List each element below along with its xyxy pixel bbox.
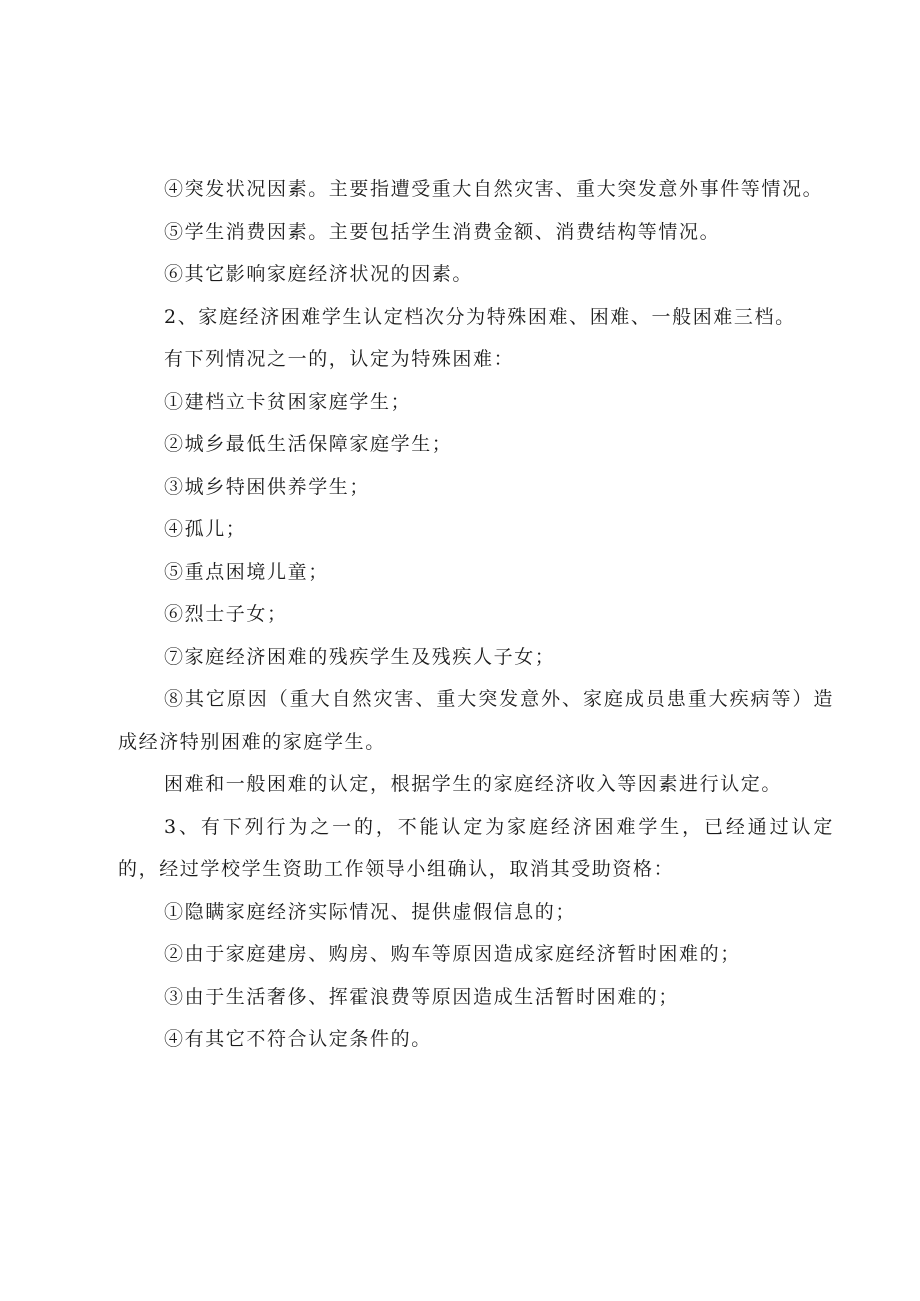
list-item-disqualify-3: ③由于生活奢侈、挥霍浪费等原因造成生活暂时困难的； [164,985,680,1008]
list-item-disqualify-2: ②由于家庭建房、购房、购车等原因造成家庭经济暂时困难的； [164,943,741,965]
paragraph-disqualification-intro: 3、有下列行为之一的，不能认定为家庭经济困难学生，已经通过认定的，经过学校学生资助工作领导小组确认，取消其受助资格： [118,815,834,880]
list-item-special-5: ⑤重点困境儿童； [164,560,329,583]
list-item-special-8: ⑧其它原因（重大自然灾害、重大突发意外、家庭成员患重大疾病等）造成经济特别困难的家庭学生。 [118,688,834,753]
list-item-special-3: ③城乡特困供养学生； [164,475,371,498]
paragraph-sudden-situation-factor: ④突发状况因素。主要指遭受重大自然灾害、重大突发意外事件等情况。 [164,178,824,200]
list-item-special-4: ④孤儿； [164,518,247,540]
list-item-special-7: ⑦家庭经济困难的残疾学生及残疾人子女； [164,645,556,668]
list-item-special-6: ⑥烈士子女； [164,603,288,625]
paragraph-student-consumption-factor: ⑤学生消费因素。主要包括学生消费金额、消费结构等情况。 [164,220,721,243]
list-item-disqualify-1: ①隐瞒家庭经济实际情况、提供虚假信息的； [164,900,577,923]
list-item-disqualify-4: ④有其它不符合认定条件的。 [164,1028,432,1050]
paragraph-other-factors: ⑥其它影响家庭经济状况的因素。 [164,263,474,285]
list-item-special-1: ①建档立卡贫困家庭学生； [164,390,412,413]
paragraph-difficulty-levels: 2、家庭经济困难学生认定档次分为特殊困难、困难、一般困难三档。 [164,305,796,328]
document-body [118,168,834,1061]
list-item-special-2: ②城乡最低生活保障家庭学生； [164,433,453,455]
paragraph-general-difficulty: 困难和一般困难的认定，根据学生的家庭经济收入等因素进行认定。 [164,773,783,795]
paragraph-special-difficulty-intro: 有下列情况之一的，认定为特殊困难： [164,348,515,370]
